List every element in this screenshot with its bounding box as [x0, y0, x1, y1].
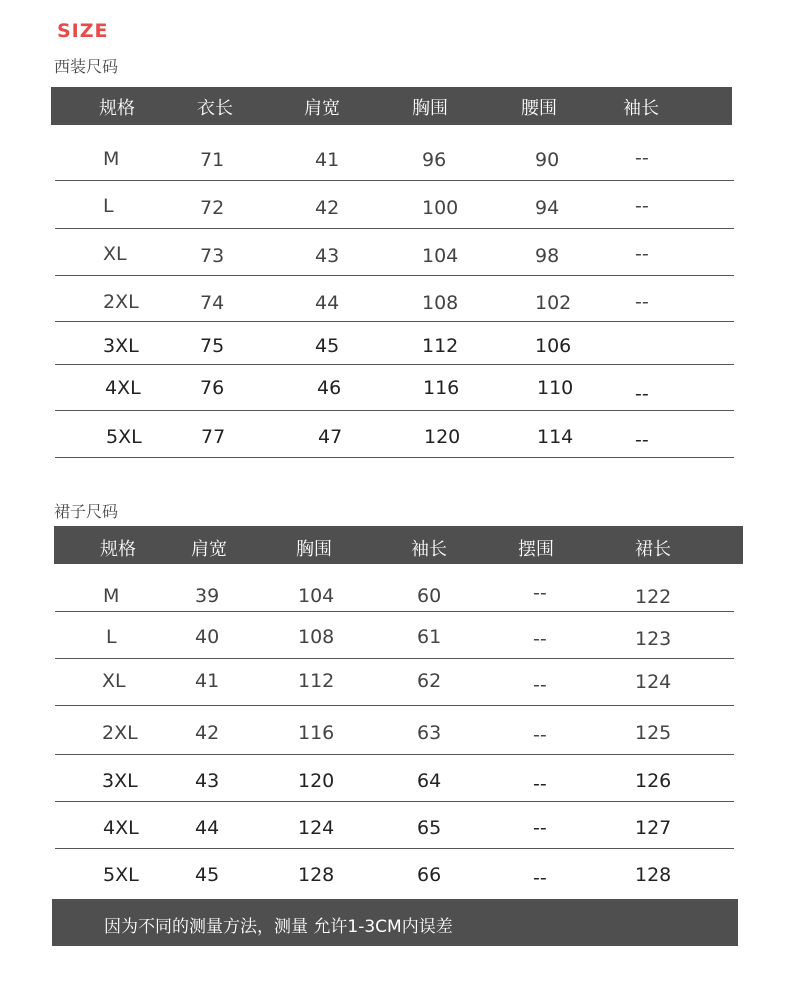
- cell-sleeve: 60: [417, 585, 442, 607]
- cell-shoulder: 43: [195, 770, 220, 792]
- cell-size: 3XL: [103, 335, 139, 357]
- skirt-header-sleeve: 袖长: [411, 539, 447, 560]
- table-row: [55, 571, 734, 612]
- cell-size: M: [103, 585, 120, 607]
- table-row: [55, 706, 734, 755]
- cell-size: 3XL: [102, 770, 138, 792]
- cell-size: L: [106, 626, 117, 648]
- cell-sleeve: 61: [417, 626, 442, 648]
- suit-size-caption: 西装尺码: [54, 57, 119, 76]
- cell-sleeve: --: [635, 291, 649, 313]
- cell-length: 75: [200, 335, 225, 357]
- cell-waist: 110: [537, 377, 574, 399]
- cell-chest: 128: [298, 864, 335, 886]
- cell-size: M: [103, 148, 120, 170]
- cell-shoulder: 42: [195, 722, 220, 744]
- skirt-size-caption: 裙子尺码: [54, 502, 119, 521]
- cell-shoulder: 45: [315, 335, 340, 357]
- cell-shoulder: 39: [195, 585, 220, 607]
- cell-hem: --: [533, 674, 547, 696]
- table-row: [55, 659, 734, 706]
- suit-header-chest: 胸围: [412, 98, 448, 119]
- cell-sleeve: 62: [417, 670, 442, 692]
- cell-size: L: [103, 195, 114, 217]
- cell-size: 4XL: [103, 817, 139, 839]
- table-row: [55, 229, 734, 276]
- cell-size: XL: [103, 243, 127, 265]
- table-row: [55, 411, 734, 458]
- suit-header-size: 规格: [99, 98, 135, 119]
- cell-length: 76: [200, 377, 225, 399]
- table-row: [55, 849, 734, 895]
- cell-sleeve: --: [635, 429, 649, 451]
- cell-chest: 120: [298, 770, 335, 792]
- cell-shoulder: 47: [318, 426, 343, 448]
- cell-waist: 94: [535, 197, 560, 219]
- cell-skirt-length: 128: [635, 864, 672, 886]
- cell-hem: --: [533, 724, 547, 746]
- measurement-note-text: 因为不同的测量方法，测量 允许1-3CM内误差: [104, 917, 453, 937]
- table-row: [55, 755, 734, 802]
- cell-chest: 104: [422, 245, 459, 267]
- table-row: [55, 802, 734, 849]
- cell-sleeve: --: [635, 195, 649, 217]
- cell-chest: 112: [298, 670, 335, 692]
- cell-chest: 96: [422, 149, 447, 171]
- cell-sleeve: --: [635, 243, 649, 265]
- cell-sleeve: 63: [417, 722, 442, 744]
- suit-header-length: 衣长: [197, 98, 233, 119]
- measurement-note-banner: [52, 899, 738, 946]
- table-row: [55, 276, 734, 322]
- cell-shoulder: 42: [315, 197, 340, 219]
- cell-length: 72: [200, 197, 225, 219]
- cell-hem: --: [533, 867, 547, 889]
- table-row: [55, 181, 734, 229]
- cell-shoulder: 46: [317, 377, 342, 399]
- cell-skirt-length: 124: [635, 671, 672, 693]
- skirt-header-skirt-length: 裙长: [635, 539, 671, 560]
- cell-size: 5XL: [103, 864, 139, 886]
- table-row: [55, 134, 734, 181]
- cell-skirt-length: 123: [635, 628, 672, 650]
- cell-size: 4XL: [105, 377, 141, 399]
- cell-waist: 106: [535, 335, 572, 357]
- cell-sleeve: --: [635, 147, 649, 169]
- cell-skirt-length: 125: [635, 722, 672, 744]
- cell-length: 74: [200, 292, 225, 314]
- cell-chest: 120: [424, 426, 461, 448]
- cell-waist: 102: [535, 292, 572, 314]
- cell-size: 2XL: [102, 722, 138, 744]
- cell-skirt-length: 127: [635, 817, 672, 839]
- suit-header-waist: 腰围: [521, 98, 557, 119]
- cell-waist: 114: [537, 426, 574, 448]
- cell-shoulder: 41: [315, 149, 340, 171]
- cell-hem: --: [533, 817, 547, 839]
- table-row: [55, 322, 734, 365]
- cell-chest: 124: [298, 817, 335, 839]
- cell-shoulder: 41: [195, 670, 220, 692]
- cell-shoulder: 45: [195, 864, 220, 886]
- cell-shoulder: 44: [195, 817, 220, 839]
- skirt-header-chest: 胸围: [296, 539, 332, 560]
- cell-waist: 98: [535, 245, 560, 267]
- cell-sleeve: 65: [417, 817, 442, 839]
- cell-hem: --: [533, 773, 547, 795]
- suit-header-sleeve: 袖长: [623, 98, 659, 119]
- skirt-header-shoulder: 肩宽: [191, 539, 227, 560]
- cell-chest: 100: [422, 197, 459, 219]
- table-row: [55, 365, 734, 411]
- cell-chest: 108: [422, 292, 459, 314]
- cell-chest: 112: [422, 335, 459, 357]
- suit-table-header: [51, 87, 732, 125]
- cell-shoulder: 40: [195, 626, 220, 648]
- cell-hem: --: [533, 628, 547, 650]
- cell-chest: 108: [298, 626, 335, 648]
- cell-shoulder: 44: [315, 292, 340, 314]
- cell-waist: 90: [535, 149, 560, 171]
- suit-header-shoulder: 肩宽: [304, 98, 340, 119]
- cell-size: 2XL: [103, 291, 139, 313]
- cell-chest: 116: [298, 722, 335, 744]
- skirt-header-size: 规格: [100, 539, 136, 560]
- cell-size: 5XL: [106, 426, 142, 448]
- cell-sleeve: --: [635, 383, 649, 405]
- cell-length: 71: [200, 149, 225, 171]
- skirt-header-hem: 摆围: [518, 539, 554, 560]
- size-title: SIZE: [57, 20, 109, 42]
- table-row: [55, 612, 734, 659]
- cell-skirt-length: 126: [635, 770, 672, 792]
- cell-sleeve: 66: [417, 864, 442, 886]
- cell-length: 73: [200, 245, 225, 267]
- cell-length: 77: [201, 426, 226, 448]
- cell-skirt-length: 122: [635, 586, 672, 608]
- cell-sleeve: 64: [417, 770, 442, 792]
- cell-chest: 116: [423, 377, 460, 399]
- cell-chest: 104: [298, 585, 335, 607]
- cell-hem: --: [533, 582, 547, 604]
- cell-shoulder: 43: [315, 245, 340, 267]
- skirt-table-header: [54, 526, 743, 564]
- cell-size: XL: [102, 670, 126, 692]
